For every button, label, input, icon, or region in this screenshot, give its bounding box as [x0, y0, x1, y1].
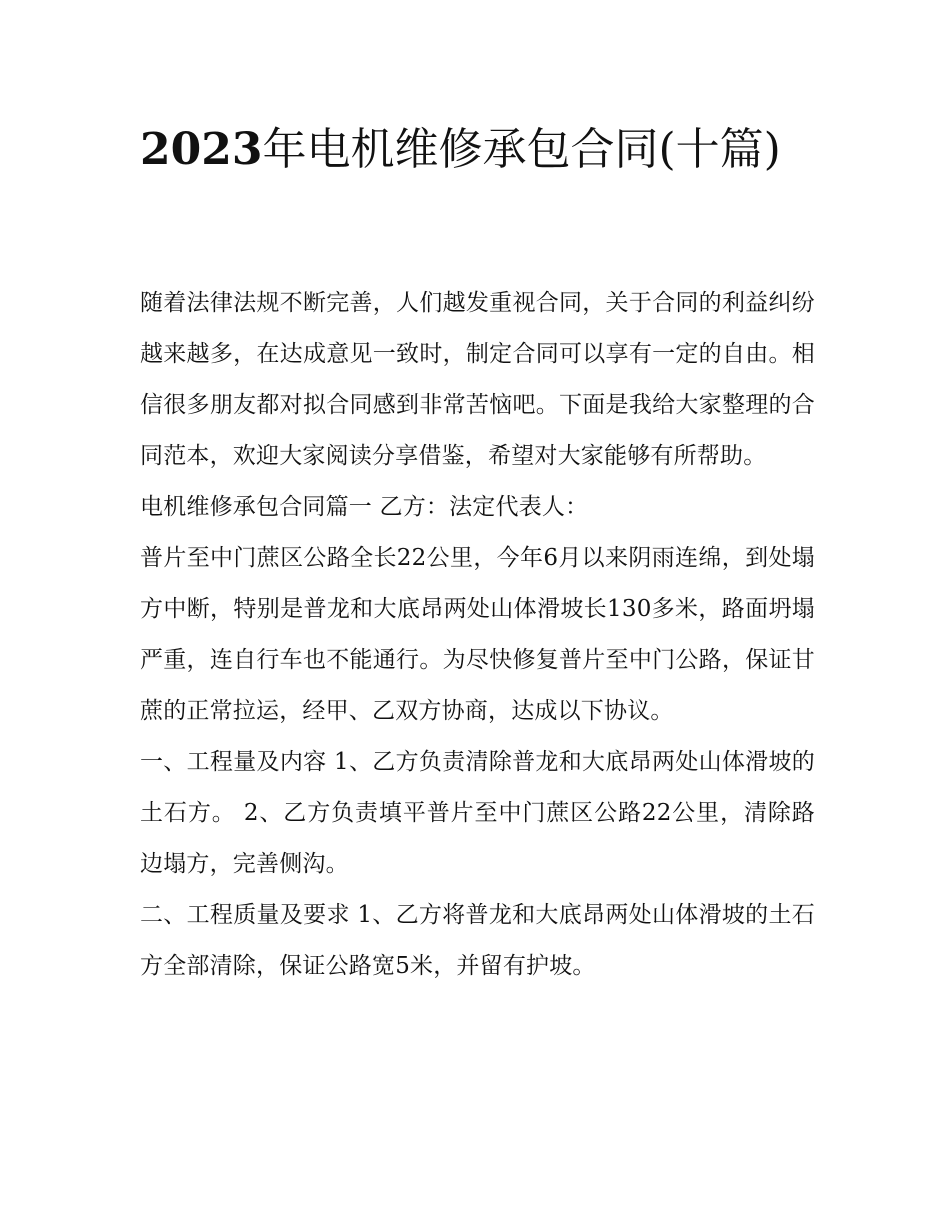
scope-paragraph: 一、工程量及内容 1、乙方负责清除普龙和大底昂两处山体滑坡的土石方。 2、乙方负责填平普片至中门蔗区公路22公里，清除路边塌方，完善侧沟。	[140, 749, 815, 877]
contract-heading-paragraph: 电机维修承包合同篇一 乙方：法定代表人：	[140, 494, 589, 520]
quality-paragraph: 二、工程质量及要求 1、乙方将普龙和大底昂两处山体滑坡的土石方全部清除，保证公路宽5米，并留有护坡。	[140, 902, 815, 979]
title-year: 2023	[140, 124, 263, 175]
title-text: 年电机维修承包合同(十篇)	[262, 124, 781, 175]
background-paragraph: 普片至中门蔗区公路全长22公里，今年6月以来阴雨连绵，到处塌方中断，特别是普龙和大底昂两处山体滑坡长130多米，路面坍塌严重，连自行车也不能通行。为尽快修复普片至中门公路，保证甘蔗的正常拉运，经甲、乙双方协商，达成以下协议。	[140, 545, 815, 724]
document-title	[140, 113, 820, 187]
document-body	[140, 278, 815, 992]
intro-paragraph: 随着法律法规不断完善，人们越发重视合同，关于合同的利益纠纷越来越多，在达成意见一致时，制定合同可以享有一定的自由。相信很多朋友都对拟合同感到非常苦恼吧。下面是我给大家整理的合同范本，欢迎大家阅读分享借鉴，希望对大家能够有所帮助。	[140, 290, 815, 469]
